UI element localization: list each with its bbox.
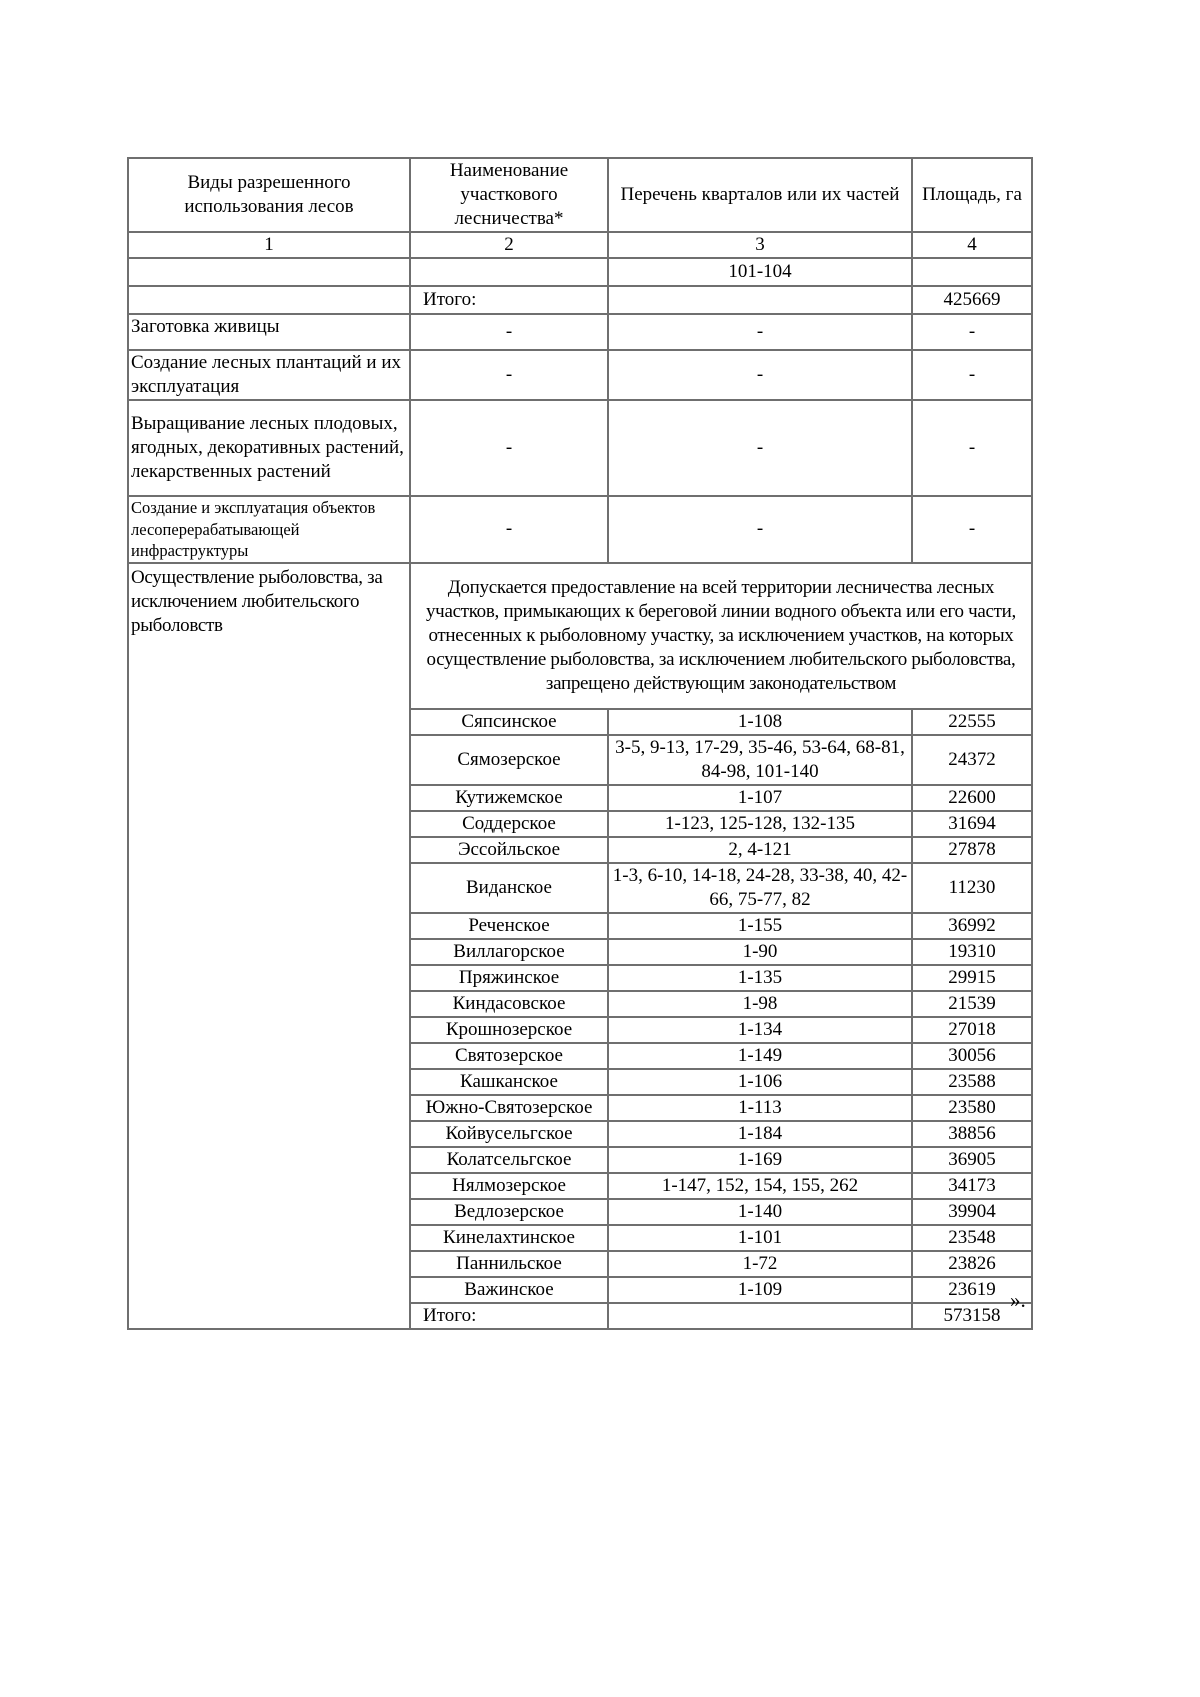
quarters-cell: -	[608, 350, 912, 400]
quarters-cell: 1-108	[608, 709, 912, 735]
area-cell: 31694	[912, 811, 1032, 837]
cell	[128, 286, 410, 314]
forestry-name: Колатсельгское	[410, 1147, 608, 1173]
quarters-cell: 1-90	[608, 939, 912, 965]
quarters-cell: 1-140	[608, 1199, 912, 1225]
total-label: Итого:	[410, 286, 608, 314]
column-number: 4	[912, 232, 1032, 258]
header-usage-type: Виды разрешенного использования лесов	[128, 158, 410, 232]
area-cell: 11230	[912, 863, 1032, 913]
quarters-cell: 1-107	[608, 785, 912, 811]
usage-type: Выращивание лесных плодовых, ягодных, декоративных растений, лекарственных растений	[128, 400, 410, 496]
forestry-name: Ведлозерское	[410, 1199, 608, 1225]
quarters-cell: 2, 4-121	[608, 837, 912, 863]
carry-over-row	[128, 258, 1032, 286]
cell	[128, 258, 410, 286]
forestry-name: Паннильское	[410, 1251, 608, 1277]
area-cell: 23548	[912, 1225, 1032, 1251]
area-cell: -	[912, 400, 1032, 496]
forestry-name: Койвусельгское	[410, 1121, 608, 1147]
total-row	[128, 286, 1032, 314]
quarters-cell: 3-5, 9-13, 17-29, 35-46, 53-64, 68-81, 84-98, 101-140	[608, 735, 912, 785]
column-numbers-row	[128, 232, 1032, 258]
area-cell	[912, 258, 1032, 286]
quarters-cell: 1-113	[608, 1095, 912, 1121]
fishing-note-row	[128, 563, 1032, 709]
forestry-name: Важинское	[410, 1277, 608, 1303]
cell	[608, 286, 912, 314]
area-cell: -	[912, 350, 1032, 400]
total-area: 573158	[912, 1303, 1032, 1329]
area-cell: 23619	[912, 1277, 1032, 1303]
quarters-cell: 1-147, 152, 154, 155, 262	[608, 1173, 912, 1199]
area-cell: 30056	[912, 1043, 1032, 1069]
forestry-name: Соддерское	[410, 811, 608, 837]
quarters-cell: 1-3, 6-10, 14-18, 24-28, 33-38, 40, 42-66, 75-77, 82	[608, 863, 912, 913]
forestry-name: Пряжинское	[410, 965, 608, 991]
forestry-name: Святозерское	[410, 1043, 608, 1069]
forestry-name: Кутижемское	[410, 785, 608, 811]
quarters-cell: 1-106	[608, 1069, 912, 1095]
forestry-name: Кашканское	[410, 1069, 608, 1095]
usage-type: Создание и эксплуатация объектов лесоперерабатывающей инфраструктуры	[128, 496, 410, 563]
forestry-name: Крошнозерское	[410, 1017, 608, 1043]
area-cell: 39904	[912, 1199, 1032, 1225]
area-cell: 27878	[912, 837, 1032, 863]
forestry-name: Сямозерское	[410, 735, 608, 785]
total-label: Итого:	[410, 1303, 608, 1329]
forestry-cell: -	[410, 350, 608, 400]
usage-row	[128, 350, 1032, 400]
area-cell: 36992	[912, 913, 1032, 939]
forestry-name: Кинелахтинское	[410, 1225, 608, 1251]
area-cell: 34173	[912, 1173, 1032, 1199]
area-cell: 22600	[912, 785, 1032, 811]
cell	[410, 258, 608, 286]
quarters-cell: 101-104	[608, 258, 912, 286]
forestry-cell: -	[410, 314, 608, 350]
quarters-cell: -	[608, 314, 912, 350]
header-quarters-list: Перечень кварталов или их частей	[608, 158, 912, 232]
quarters-cell: 1-101	[608, 1225, 912, 1251]
usage-row	[128, 314, 1032, 350]
area-cell: 38856	[912, 1121, 1032, 1147]
usage-row	[128, 400, 1032, 496]
area-cell: 23826	[912, 1251, 1032, 1277]
quarters-cell: 1-123, 125-128, 132-135	[608, 811, 912, 837]
quarters-cell: 1-98	[608, 991, 912, 1017]
area-cell: 27018	[912, 1017, 1032, 1043]
total-area: 425669	[912, 286, 1032, 314]
forest-use-table	[127, 157, 1033, 1330]
closing-quote-mark: ».	[1010, 1288, 1026, 1312]
area-cell: -	[912, 496, 1032, 563]
quarters-cell: -	[608, 400, 912, 496]
forestry-name: Виллагорское	[410, 939, 608, 965]
area-cell: 23588	[912, 1069, 1032, 1095]
quarters-cell: -	[608, 496, 912, 563]
area-cell: 21539	[912, 991, 1032, 1017]
forestry-name: Сяпсинское	[410, 709, 608, 735]
area-cell: 22555	[912, 709, 1032, 735]
area-cell: -	[912, 314, 1032, 350]
forestry-cell: -	[410, 496, 608, 563]
area-cell: 19310	[912, 939, 1032, 965]
usage-type: Заготовка живицы	[128, 314, 410, 350]
area-cell: 23580	[912, 1095, 1032, 1121]
column-number: 2	[410, 232, 608, 258]
quarters-cell: 1-135	[608, 965, 912, 991]
quarters-cell: 1-109	[608, 1277, 912, 1303]
cell	[608, 1303, 912, 1329]
column-number: 3	[608, 232, 912, 258]
quarters-cell: 1-169	[608, 1147, 912, 1173]
forestry-name: Виданское	[410, 863, 608, 913]
column-number: 1	[128, 232, 410, 258]
quarters-cell: 1-134	[608, 1017, 912, 1043]
quarters-cell: 1-72	[608, 1251, 912, 1277]
usage-type: Создание лесных плантаций и их эксплуатация	[128, 350, 410, 400]
quarters-cell: 1-149	[608, 1043, 912, 1069]
area-cell: 36905	[912, 1147, 1032, 1173]
forestry-name: Нялмозерское	[410, 1173, 608, 1199]
fishing-note: Допускается предоставление на всей территории лесничества лесных участков, примыкающих к береговой линии водного объекта или его части, отнесенных к рыболовному участку, за исключением участков, на которых осуществление рыболовства, за исключением любительского рыболовства, запрещено действующим законодательством	[410, 563, 1032, 709]
forestry-cell: -	[410, 400, 608, 496]
forestry-name: Южно-Святозерское	[410, 1095, 608, 1121]
quarters-cell: 1-184	[608, 1121, 912, 1147]
forestry-name: Эссойльское	[410, 837, 608, 863]
header-forestry-name: Наименование участкового лесничества*	[410, 158, 608, 232]
usage-row	[128, 496, 1032, 563]
area-cell: 24372	[912, 735, 1032, 785]
forestry-name: Реченское	[410, 913, 608, 939]
header-area: Площадь, га	[912, 158, 1032, 232]
area-cell: 29915	[912, 965, 1032, 991]
forestry-name: Киндасовское	[410, 991, 608, 1017]
usage-type-fishing: Осуществление рыболовства, за исключением любительского рыболовств	[128, 563, 410, 1329]
table-header-row	[128, 158, 1032, 232]
quarters-cell: 1-155	[608, 913, 912, 939]
